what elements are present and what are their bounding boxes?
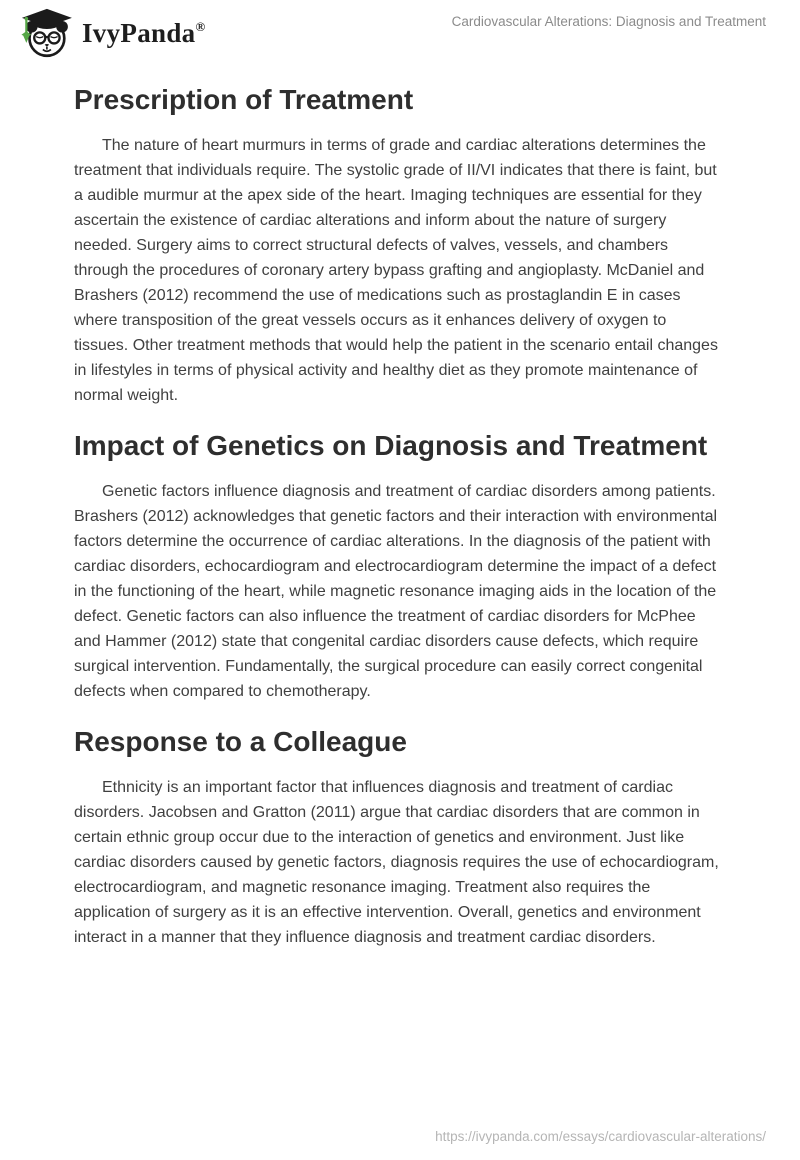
section-heading: Prescription of Treatment bbox=[74, 84, 414, 115]
section-heading: Impact of Genetics on Diagnosis and Treatment bbox=[74, 430, 708, 461]
section-prescription-of-treatment bbox=[74, 79, 724, 408]
section-paragraph: The nature of heart murmurs in terms of grade and cardiac alterations determines the treatment that individuals require. The systolic grade of II/VI indicates that there is faint, but a audible murmur at the apex side of the heart. Imaging techniques are essential for they ascertain the existence of cardiac alterations and inform about the nature of surgery needed. Surgery aims to correct structural defects of valves, vessels, and chambers through the procedures of coronary artery bypass grafting and angioplasty. McDaniel and Brashers (2012) recommend the use of medications such as prostaglandin E in cases where transposition of the great vessels occurs as it enhances delivery of oxygen to tissues. Other treatment methods that would help the patient in the scenario entail changes in lifestyles in terms of physical activity and healthy diet as they promote maintenance of normal weight. bbox=[74, 137, 718, 404]
brand bbox=[17, 8, 205, 58]
page-header bbox=[0, 0, 800, 58]
brand-name bbox=[82, 18, 205, 49]
section-paragraph: Genetic factors influence diagnosis and treatment of cardiac disorders among patients. Brashers (2012) acknowledges that genetic factors and their interaction with environmental factors determine the occurrence of cardiac alterations. In the diagnosis of the patient with cardiac disorders, echocardiogram and electrocardiogram determine the impact of a defect in the functioning of the heart, while magnetic resonance imaging aids in the location of the defect. Genetic factors can also influence the treatment of cardiac disorders for McPhee and Hammer (2012) state that congenital cardiac disorders cause defects, which require surgical intervention. Fundamentally, the surgical procedure can easily correct congenital defects when compared to chemotherapy. bbox=[74, 483, 718, 700]
registered-mark: ® bbox=[195, 18, 206, 34]
source-url: https://ivypanda.com/essays/cardiovascular-alterations/ bbox=[435, 1129, 766, 1144]
essay-content bbox=[0, 79, 724, 950]
section-paragraph: Ethnicity is an important factor that influences diagnosis and treatment of cardiac disorders. Jacobsen and Gratton (2011) argue that cardiac disorders that are common in certain ethnic group occur due to the interaction of genetics and environment. Just like cardiac disorders caused by genetic factors, diagnosis requires the use of echocardiogram, electrocardiogram, and magnetic resonance imaging. Treatment also requires the application of surgery as it is an effective intervention. Overall, genetics and environment interact in a manner that they influence diagnosis and treatment cardiac disorders. bbox=[74, 779, 719, 946]
brand-text: IvyPanda bbox=[82, 17, 196, 48]
section-impact-of-genetics bbox=[74, 425, 724, 704]
section-response-to-colleague bbox=[74, 721, 724, 950]
ivypanda-panda-logo-icon bbox=[17, 8, 75, 58]
document-title: Cardiovascular Alterations: Diagnosis and Treatment bbox=[451, 14, 766, 29]
section-heading: Response to a Colleague bbox=[74, 726, 407, 757]
